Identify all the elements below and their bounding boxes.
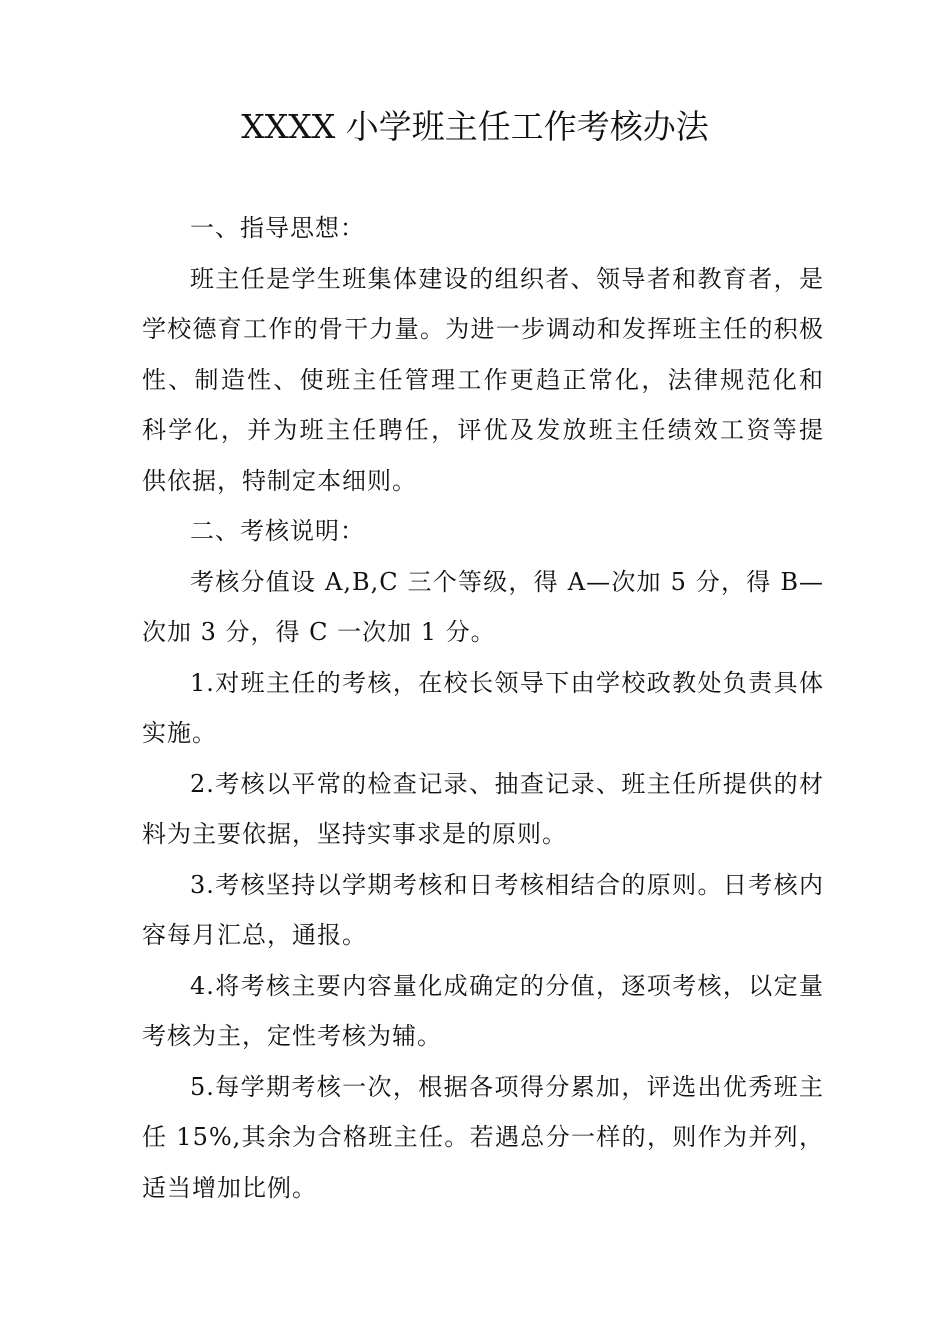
section-heading-assessment-notes: 二、考核说明： [190,517,365,545]
paragraph-rule-1: 1.对班主任的考核，在校长领导下由学校政教处负责具体实施。 [142,668,824,747]
paragraph-rule-3: 3.考核坚持以学期考核和日考核相结合的原则。日考核内容每月汇总，通报。 [142,870,824,949]
paragraph-rule-5: 5.每学期考核一次，根据各项得分累加，评选出优秀班主任 15%,其余为合格班主任。若遇总分一样的，则作为并列，适当增加比例。 [142,1072,824,1202]
paragraph-score-levels: 考核分值设 A,B,C 三个等级，得 A—次加 5 分，得 B—次加 3 分，得 C 一次加 1 分。 [142,567,824,646]
paragraph-rule-4: 4.将考核主要内容量化成确定的分值，逐项考核，以定量考核为主，定性考核为辅。 [142,971,824,1050]
document-title: XXXX 小学班主任工作考核办法 [241,107,709,146]
paragraph-introduction: 班主任是学生班集体建设的组织者、领导者和教育者，是学校德育工作的骨干力量。为进一步调动和发挥班主任的积极性、制造性、使班主任管理工作更趋正常化，法律规范化和 科学化，并为班主任聘任，评优及发放班主任绩效工资等提 供依据，特制定本细则。 [142,264,824,495]
document-body [142,203,824,1213]
section-heading-guiding-ideology: 一、指导思想： [190,214,365,242]
paragraph-rule-2: 2.考核以平常的检查记录、抽查记录、班主任所提供的材料为主要依据，坚持实事求是的原则。 [142,769,824,848]
